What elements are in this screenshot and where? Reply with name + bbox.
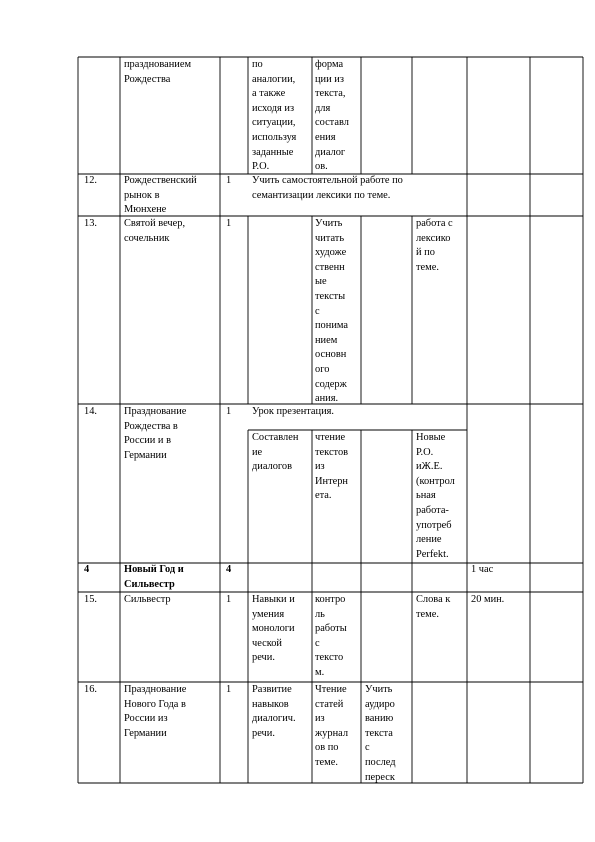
table-row-method: Составлен ие диалогов: [252, 432, 299, 473]
table-row-time: 1 час: [471, 564, 494, 575]
table-row-number: 14.: [84, 406, 97, 417]
table-row-topic: Рождественский рынок в Мюнхене: [124, 175, 197, 216]
table-row-number: 12.: [84, 175, 97, 186]
table-row-hours: 1: [226, 684, 232, 695]
table-row-method: Навыки и умения монологи ческой речи.: [252, 594, 295, 664]
table-row-reading: форма ции из текста, для составл ения диалог ов.: [315, 59, 349, 173]
table-row-lexicon: Слова к теме.: [416, 594, 451, 620]
table-row-hours: 4: [226, 564, 232, 575]
table-row-hours: 1: [226, 218, 232, 229]
table-row-listening: Учить аудиро ванию текста с послед переск: [365, 684, 396, 783]
table-row-topic: Празднование Нового Года в России из Германии: [124, 684, 187, 739]
table-row-reading: контро ль работы с тексто м.: [315, 594, 347, 678]
table-row-hours: 1: [226, 175, 232, 186]
table-row-merged-note: Учить самостоятельной работе по семантизации лексики по теме.: [252, 175, 403, 201]
table-row-hours: 1: [226, 594, 232, 605]
table-row-method: Развитие навыков диалогич. речи.: [252, 684, 296, 739]
table-row-topic: Празднование Рождества в России и в Германии: [124, 406, 187, 461]
table-row-method: по аналогии, а также исходя из ситуации, используя заданные Р.О.: [252, 59, 297, 173]
table-row-reading: Учить читать художе ственн ые тексты с понима нием основн ого содерж ания.: [315, 218, 348, 405]
table-row-lexicon: работа с лексико й по теме.: [416, 218, 453, 273]
table-row-number: 13.: [84, 218, 97, 229]
table-row-merged-note: Урок презентация.: [252, 406, 335, 417]
table-row-reading: чтение текстов из Интерн ета.: [315, 432, 349, 502]
table-row-number: 4: [84, 564, 90, 575]
table-row-topic: Святой вечер, сочельник: [124, 218, 186, 244]
table-row-number: 16.: [84, 684, 97, 695]
table-row-reading: Чтение статей из журнал ов по теме.: [315, 684, 349, 768]
table-row-lexicon: Новые Р.О. иЖ.Е. (контрол ьная работа- употреб ление Perfekt.: [416, 432, 455, 560]
table-row-topic: Новый Год и Сильвестр: [124, 564, 184, 590]
table-row-topic: Сильвестр: [124, 594, 171, 605]
table-row-hours: 1: [226, 406, 232, 417]
table-row-time: 20 мин.: [471, 594, 505, 605]
table-row-number: 15.: [84, 594, 97, 605]
table-row-topic: празднованием Рождества: [124, 59, 192, 85]
